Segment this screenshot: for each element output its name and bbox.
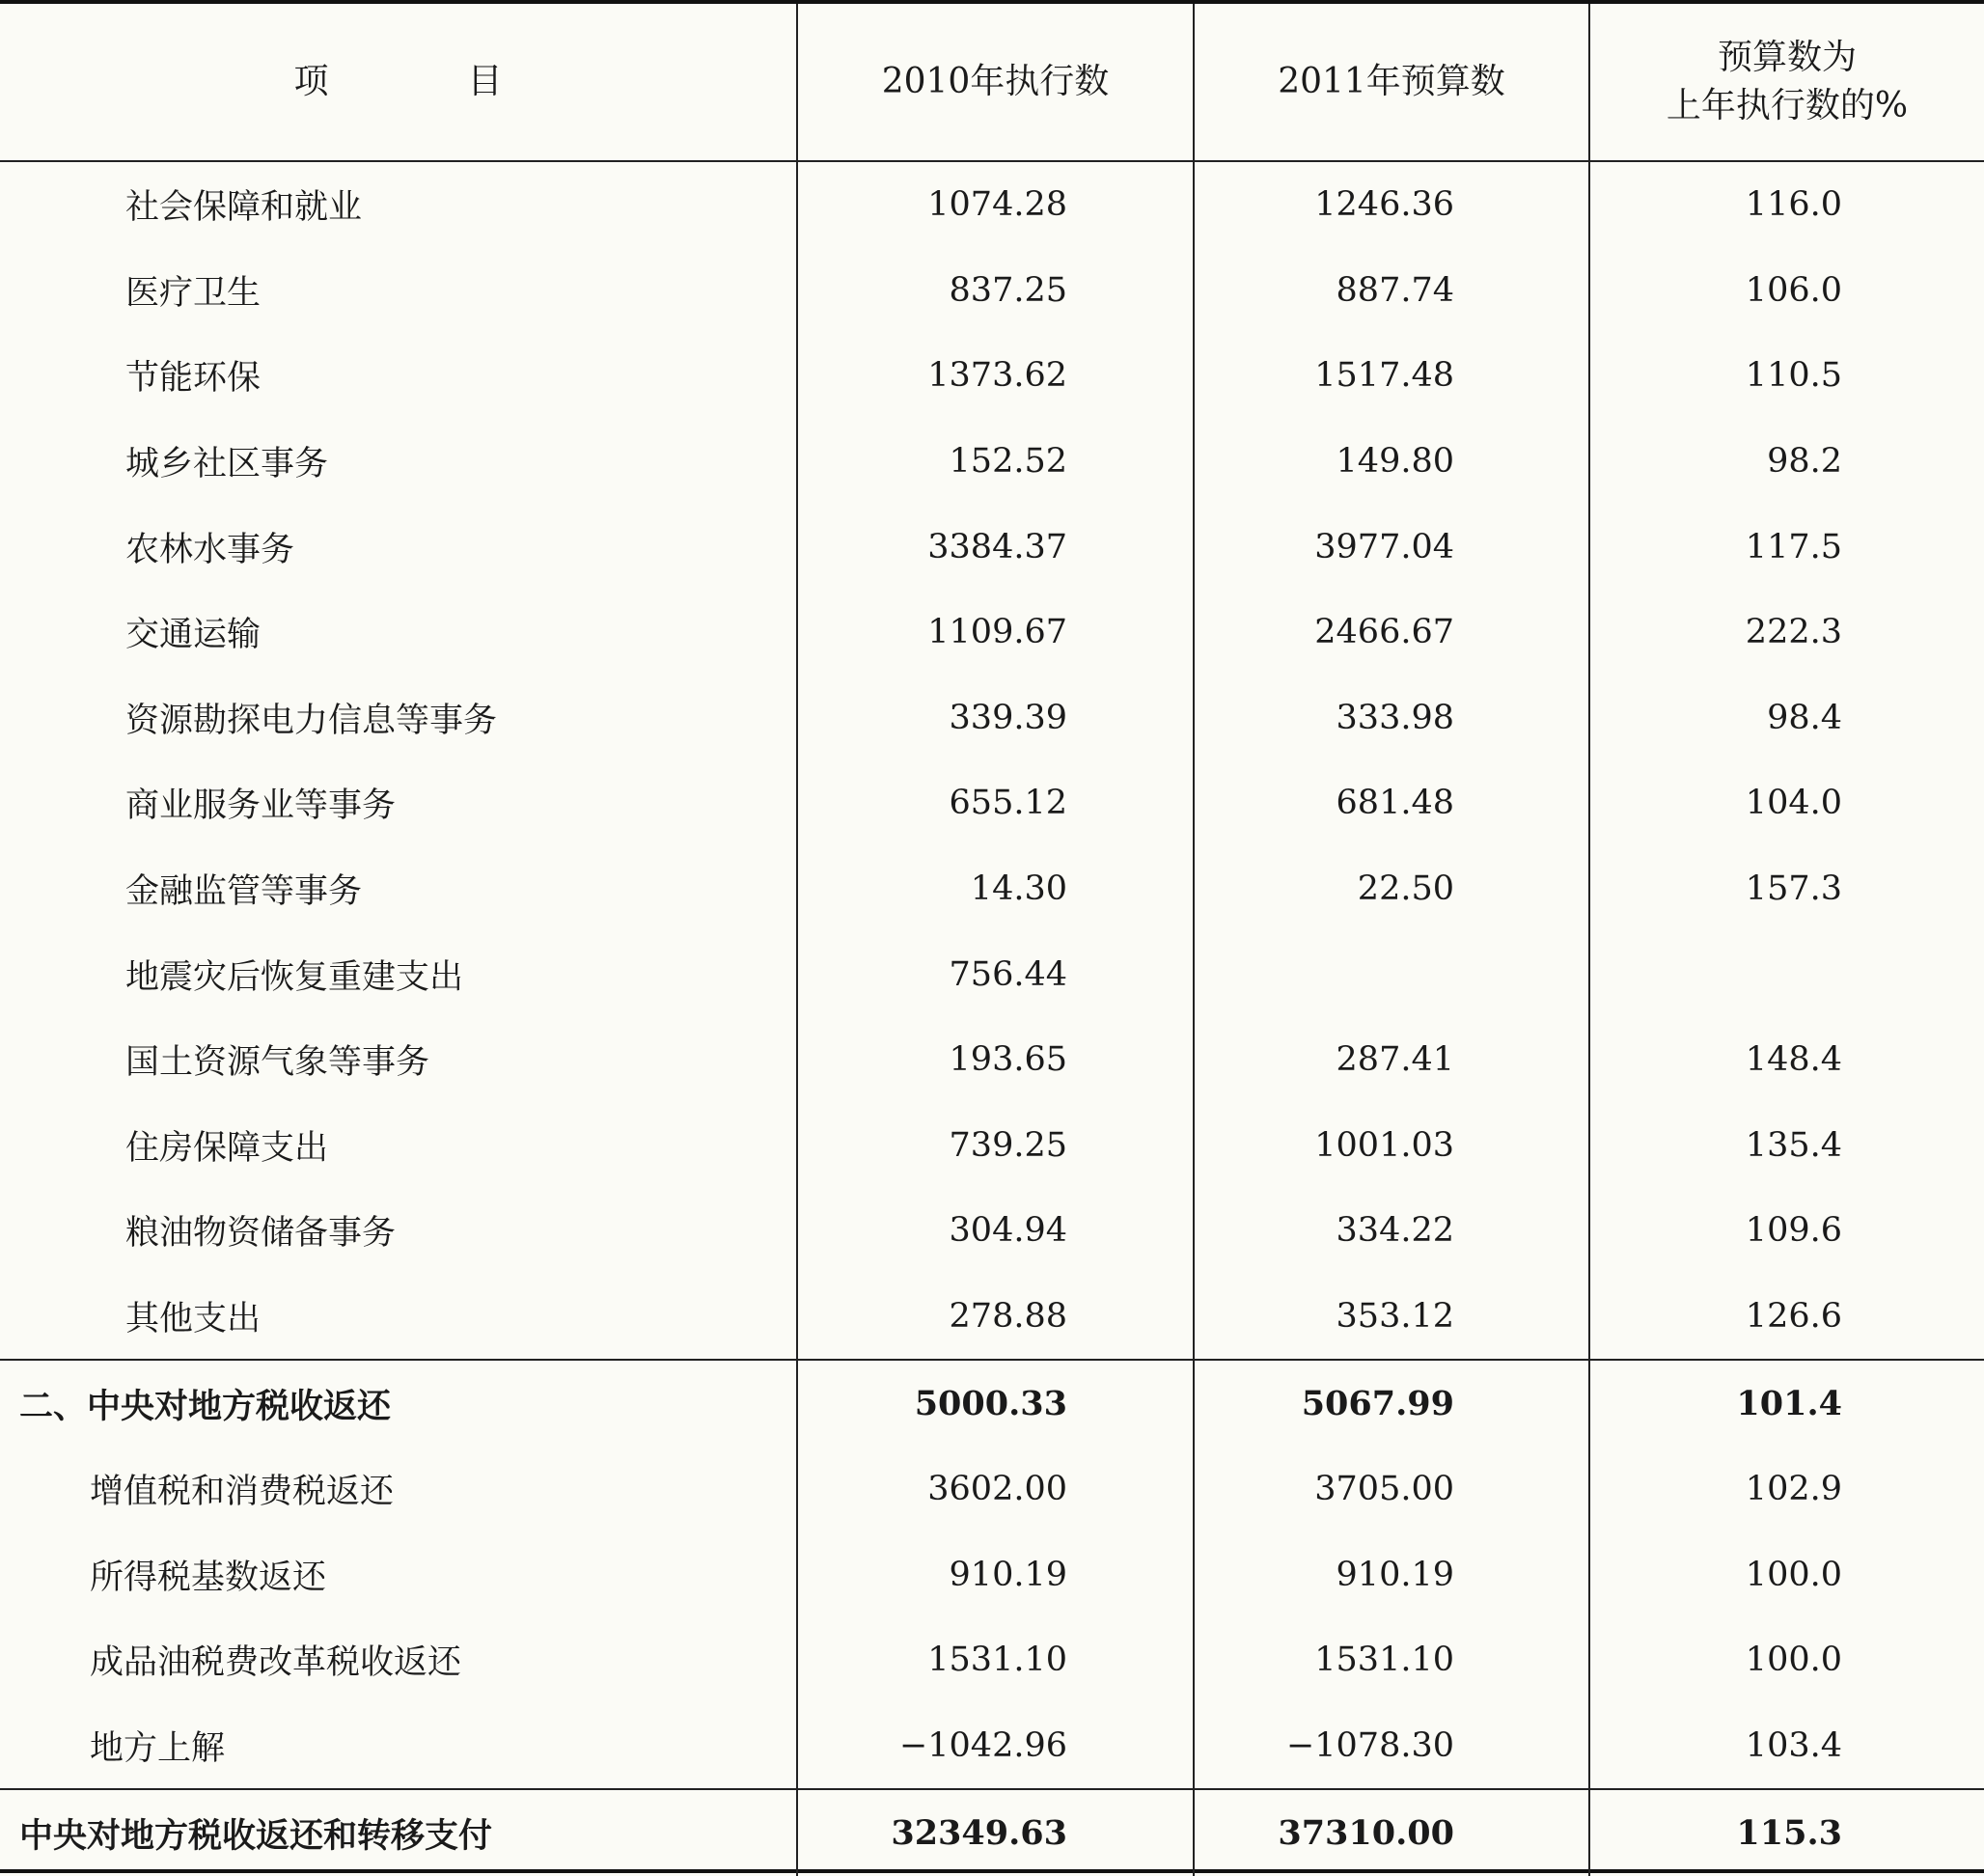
table-row-total	[0, 1789, 1984, 1876]
table-header	[0, 4, 1984, 161]
row-2010: −1042.96	[797, 1703, 1194, 1790]
row-name: 农林水事务	[125, 530, 295, 569]
budget-table	[0, 4, 1984, 1876]
table-row	[0, 1703, 1984, 1790]
row-2010: 1074.28	[797, 161, 1194, 248]
row-2011: 1001.03	[1194, 1103, 1589, 1189]
table-row	[0, 590, 1984, 676]
row-name: 粮油物资储备事务	[125, 1214, 397, 1254]
row-name: 节能环保	[125, 359, 262, 399]
header-percent	[1589, 4, 1984, 161]
row-pct: 102.9	[1589, 1447, 1984, 1532]
row-2011: 333.98	[1194, 676, 1589, 761]
row-name: 住房保障支出	[125, 1128, 329, 1168]
row-2010: 756.44	[797, 931, 1194, 1017]
row-pct: 157.3	[1589, 846, 1984, 932]
table-row	[0, 931, 1984, 1017]
row-2011: 287.41	[1194, 1017, 1589, 1103]
row-2011: 1531.10	[1194, 1617, 1589, 1703]
row-2010: 655.12	[797, 760, 1194, 846]
row-2011: 2466.67	[1194, 590, 1589, 676]
row-name: 地震灾后恢复重建支出	[125, 957, 464, 997]
table-row	[0, 161, 1984, 248]
table-row	[0, 846, 1984, 932]
row-2011: 887.74	[1194, 248, 1589, 334]
table-row	[0, 1017, 1984, 1103]
row-2010: 3602.00	[797, 1447, 1194, 1532]
row-name: 中央对地方税收返还和转移支付	[0, 1789, 797, 1876]
row-2010: 339.39	[797, 676, 1194, 761]
row-name: 医疗卫生	[125, 273, 262, 313]
row-2011: 353.12	[1194, 1274, 1589, 1361]
row-pct: 106.0	[1589, 248, 1984, 334]
table-row	[0, 1274, 1984, 1361]
row-2010: 278.88	[797, 1274, 1194, 1361]
row-pct: 109.6	[1589, 1188, 1984, 1274]
row-pct: 98.4	[1589, 676, 1984, 761]
row-name: 地方上解	[90, 1728, 226, 1768]
row-2010: 1531.10	[797, 1617, 1194, 1703]
row-2011: 37310.00	[1194, 1789, 1589, 1876]
row-name: 成品油税费改革税收返还	[90, 1643, 462, 1683]
row-2011	[1194, 931, 1589, 1017]
row-pct: 126.6	[1589, 1274, 1984, 1361]
row-pct: 101.4	[1589, 1360, 1984, 1447]
table-row	[0, 333, 1984, 419]
row-pct: 100.0	[1589, 1617, 1984, 1703]
row-2011: 681.48	[1194, 760, 1589, 846]
header-2011-budget: 2011年预算数	[1194, 4, 1589, 161]
row-2011: 3705.00	[1194, 1447, 1589, 1532]
table-row	[0, 419, 1984, 505]
row-2010: 14.30	[797, 846, 1194, 932]
row-pct: 110.5	[1589, 333, 1984, 419]
table-row	[0, 1447, 1984, 1532]
row-2011: 910.19	[1194, 1532, 1589, 1618]
table-row	[0, 1617, 1984, 1703]
row-pct: 103.4	[1589, 1703, 1984, 1790]
row-pct	[1589, 931, 1984, 1017]
row-2010: 1109.67	[797, 590, 1194, 676]
table-row	[0, 1532, 1984, 1618]
table-row	[0, 760, 1984, 846]
row-2010: 910.19	[797, 1532, 1194, 1618]
row-2010: 1373.62	[797, 333, 1194, 419]
table-row	[0, 1103, 1984, 1189]
row-2010: 193.65	[797, 1017, 1194, 1103]
row-2011: 1246.36	[1194, 161, 1589, 248]
row-name: 所得税基数返还	[90, 1558, 327, 1597]
header-2010-actual: 2010年执行数	[797, 4, 1194, 161]
header-percent-line1: 预算数为	[1717, 38, 1857, 77]
row-2011: 149.80	[1194, 419, 1589, 505]
row-name: 国土资源气象等事务	[125, 1043, 430, 1083]
table-body	[0, 161, 1984, 1876]
table-row-section	[0, 1360, 1984, 1447]
table-row	[0, 1188, 1984, 1274]
row-name: 交通运输	[125, 616, 262, 655]
row-name: 社会保障和就业	[125, 188, 363, 228]
row-2011: 22.50	[1194, 846, 1589, 932]
table-row	[0, 504, 1984, 590]
table-row	[0, 676, 1984, 761]
header-percent-line2: 上年执行数的%	[1666, 86, 1909, 125]
row-2011: 334.22	[1194, 1188, 1589, 1274]
row-2010: 5000.33	[797, 1360, 1194, 1447]
row-name: 增值税和消费税返还	[90, 1473, 395, 1512]
header-item: 项 目	[0, 4, 797, 161]
row-name: 二、中央对地方税收返还	[0, 1360, 797, 1447]
table-row	[0, 248, 1984, 334]
row-pct: 115.3	[1589, 1789, 1984, 1876]
row-2010: 739.25	[797, 1103, 1194, 1189]
row-name: 商业服务业等事务	[125, 786, 397, 826]
row-2010: 3384.37	[797, 504, 1194, 590]
row-pct: 117.5	[1589, 504, 1984, 590]
row-name: 其他支出	[125, 1300, 262, 1339]
row-pct: 135.4	[1589, 1103, 1984, 1189]
row-2010: 152.52	[797, 419, 1194, 505]
row-name: 城乡社区事务	[125, 445, 329, 484]
row-pct: 116.0	[1589, 161, 1984, 248]
row-name: 资源勘探电力信息等事务	[125, 701, 498, 740]
row-2010: 32349.63	[797, 1789, 1194, 1876]
row-pct: 100.0	[1589, 1532, 1984, 1618]
row-name: 金融监管等事务	[125, 872, 363, 912]
row-2011: 5067.99	[1194, 1360, 1589, 1447]
row-pct: 148.4	[1589, 1017, 1984, 1103]
row-2011: 1517.48	[1194, 333, 1589, 419]
row-2011: −1078.30	[1194, 1703, 1589, 1790]
row-2010: 304.94	[797, 1188, 1194, 1274]
row-2010: 837.25	[797, 248, 1194, 334]
row-2011: 3977.04	[1194, 504, 1589, 590]
row-pct: 222.3	[1589, 590, 1984, 676]
row-pct: 104.0	[1589, 760, 1984, 846]
row-pct: 98.2	[1589, 419, 1984, 505]
